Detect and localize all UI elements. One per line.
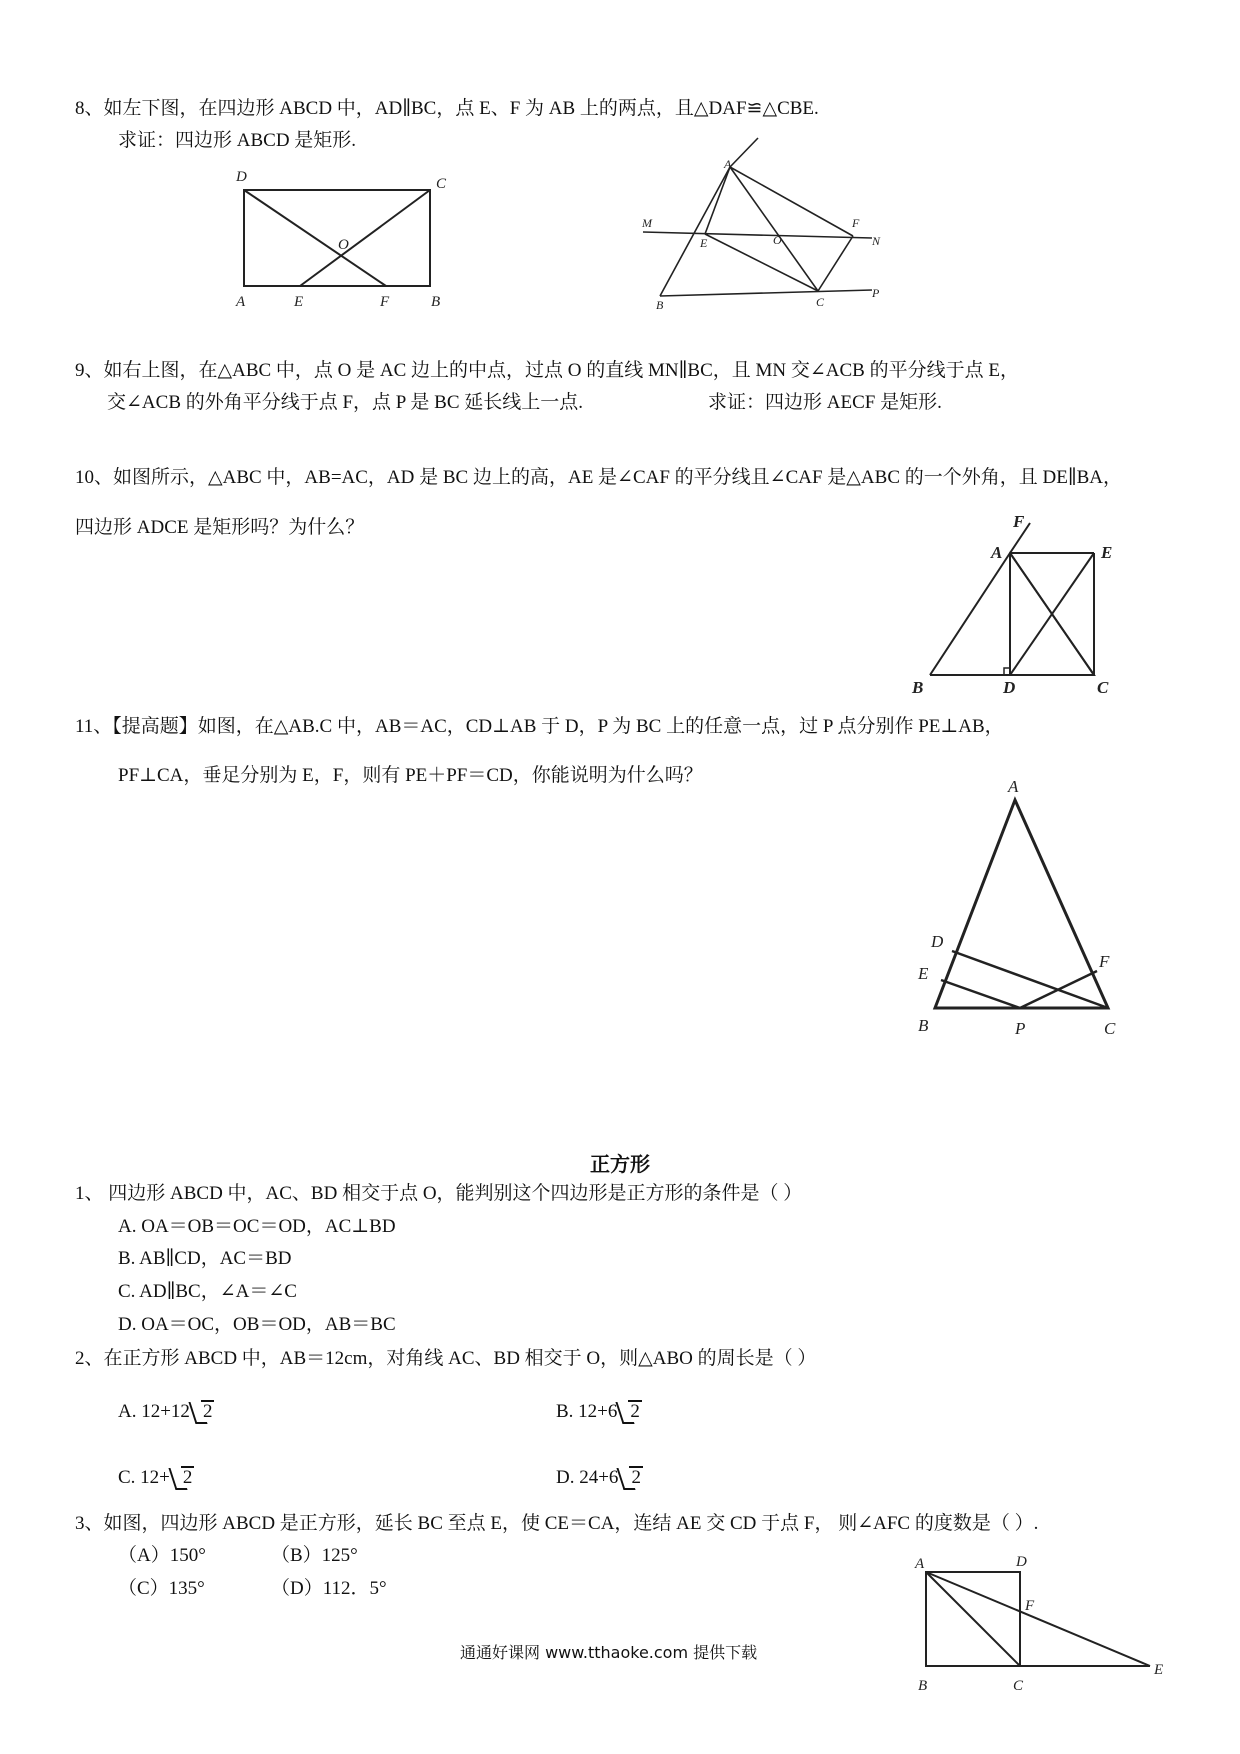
s2-option-a xyxy=(118,1400,212,1424)
label-a: A xyxy=(915,1556,925,1572)
label-f: F xyxy=(1099,952,1110,971)
label-c: C xyxy=(1104,1019,1116,1038)
label-d: D xyxy=(1016,1554,1027,1570)
segment-pf xyxy=(1020,971,1097,1008)
segment-af xyxy=(730,167,853,236)
label-d: D xyxy=(931,932,944,951)
label-e: E xyxy=(1101,543,1113,562)
q10-line1: 10、如图所示，△ABC 中，AB=AC，AD 是 BC 边上的高，AE 是∠CAF 的平分线且∠CAF 是△ABC 的一个外角，且 DE∥BA， xyxy=(75,467,1122,488)
segment-ec xyxy=(705,234,818,291)
q8-text: 8、如左下图，在四边形 ABCD 中，AD∥BC，点 E、F 为 AB 上的两点，且△DAF≌△CBE. xyxy=(75,98,819,119)
label-e: E xyxy=(1154,1662,1164,1678)
segment-ae xyxy=(705,167,730,234)
s1-option-b: B. AB∥CD，AC＝BD xyxy=(118,1248,292,1269)
label-p: P xyxy=(1015,1019,1026,1038)
q9-prove: 求证：四边形 AECF 是矩形. xyxy=(708,392,942,413)
label-p: P xyxy=(872,286,880,300)
label-a: A xyxy=(1008,777,1019,796)
s2-d-prefix: D. 24+6 xyxy=(556,1467,619,1488)
label-c: C xyxy=(816,295,825,309)
q8-prove: 求证：四边形 ABCD 是矩形. xyxy=(118,130,357,151)
line-bp xyxy=(660,290,872,296)
q11-line1: 11、【提高题】如图，在△AB.C 中，AB＝AC，CD⊥AB 于 D，P 为 BC 上的任意一点，过 P 点分别作 PE⊥AB， xyxy=(75,716,1004,737)
label-a: A xyxy=(236,294,246,310)
section-title: 正方形 xyxy=(590,1152,650,1176)
s1-option-a: A. OA＝OB＝OC＝OD，AC⊥BD xyxy=(118,1216,396,1237)
segment-ae xyxy=(926,1572,1150,1666)
label-f: F xyxy=(380,294,390,310)
label-d: D xyxy=(1003,678,1016,697)
label-f: F xyxy=(1025,1598,1035,1614)
s3-option-c: （C）135° xyxy=(118,1578,205,1599)
label-b: B xyxy=(431,294,441,310)
s3-option-d: （D）112．5° xyxy=(271,1578,387,1599)
label-o: O xyxy=(338,237,349,253)
radicand: 2 xyxy=(202,1401,213,1422)
s2-option-c xyxy=(118,1466,192,1490)
segment-ac xyxy=(926,1572,1020,1666)
label-f: F xyxy=(1013,512,1025,531)
q11-line2: PF⊥CA，垂足分别为 E，F，则有 PE＋PF＝CD，你能说明为什么吗？ xyxy=(118,765,703,786)
s2-b-prefix: B. 12+6 xyxy=(556,1401,618,1422)
segment-ext xyxy=(730,138,758,167)
label-e: E xyxy=(918,964,929,983)
label-e: E xyxy=(700,236,708,250)
segment-fc xyxy=(818,236,853,291)
radicand: 2 xyxy=(630,1401,640,1422)
sqrt-symbol xyxy=(620,1466,641,1490)
label-a: A xyxy=(991,543,1003,562)
line-mn xyxy=(643,232,872,238)
q9-line2: 交∠ACB 的外角平分线于点 F，点 P 是 BC 延长线上一点. xyxy=(107,392,584,413)
s2-stem: 2、在正方形 ABCD 中，AB＝12cm，对角线 AC、BD 相交于 O，则△ABO 的周长是（ ） xyxy=(75,1348,817,1369)
radicand: 2 xyxy=(631,1467,641,1488)
s1-stem: 1、 四边形 ABCD 中，AC、BD 相交于点 O，能判别这个四边形是正方形的条件是（ ） xyxy=(75,1183,803,1204)
rect-abcd xyxy=(244,190,430,286)
sqrt-symbol xyxy=(172,1466,193,1490)
label-a: A xyxy=(724,157,732,171)
label-c: C xyxy=(1097,678,1109,697)
s2-c-prefix: C. 12+ xyxy=(118,1467,170,1488)
s3-option-a: （A）150° xyxy=(118,1545,206,1566)
segment-ac xyxy=(730,167,818,291)
segment-pe xyxy=(941,980,1020,1008)
q9-line1: 9、如右上图，在△ABC 中，点 O 是 AC 边上的中点，过点 O 的直线 MN∥BC，且 MN 交∠ACB 的平分线于点 E， xyxy=(75,360,1019,381)
s2-option-b xyxy=(556,1400,640,1424)
footer-text: 通通好课网 www.tthaoke.com 提供下载 xyxy=(460,1643,758,1662)
label-b: B xyxy=(918,1678,928,1694)
q10-line2: 四边形 ADCE 是矩形吗？为什么？ xyxy=(75,517,365,538)
label-o: O xyxy=(773,233,782,247)
segment-cd xyxy=(952,951,1108,1008)
s2-option-d xyxy=(556,1466,641,1490)
label-c: C xyxy=(436,176,447,192)
s1-option-c: C. AD∥BC，∠A＝∠C xyxy=(118,1281,297,1302)
segment-ab xyxy=(660,167,730,296)
sqrt-symbol xyxy=(619,1400,640,1424)
radicand: 2 xyxy=(182,1467,193,1488)
label-e: E xyxy=(294,294,304,310)
label-d: D xyxy=(236,169,247,185)
label-n: N xyxy=(872,234,881,248)
s3-option-b: （B）125° xyxy=(271,1545,358,1566)
triangle-abc xyxy=(930,553,1094,675)
s3-stem: 3、如图，四边形 ABCD 是正方形，延长 BC 至点 E，使 CE＝CA，连结 AE 交 CD 于点 F， 则∠AFC 的度数是（ ）. xyxy=(75,1513,1039,1534)
label-b: B xyxy=(918,1016,929,1035)
label-b: B xyxy=(912,678,924,697)
s2-a-prefix: A. 12+12 xyxy=(118,1401,190,1422)
label-f: F xyxy=(852,216,860,230)
label-b: B xyxy=(656,298,664,312)
label-c: C xyxy=(1013,1678,1024,1694)
label-m: M xyxy=(642,216,652,230)
s1-option-d: D. OA＝OC，OB＝OD，AB＝BC xyxy=(118,1314,396,1335)
sqrt-symbol xyxy=(192,1400,213,1424)
